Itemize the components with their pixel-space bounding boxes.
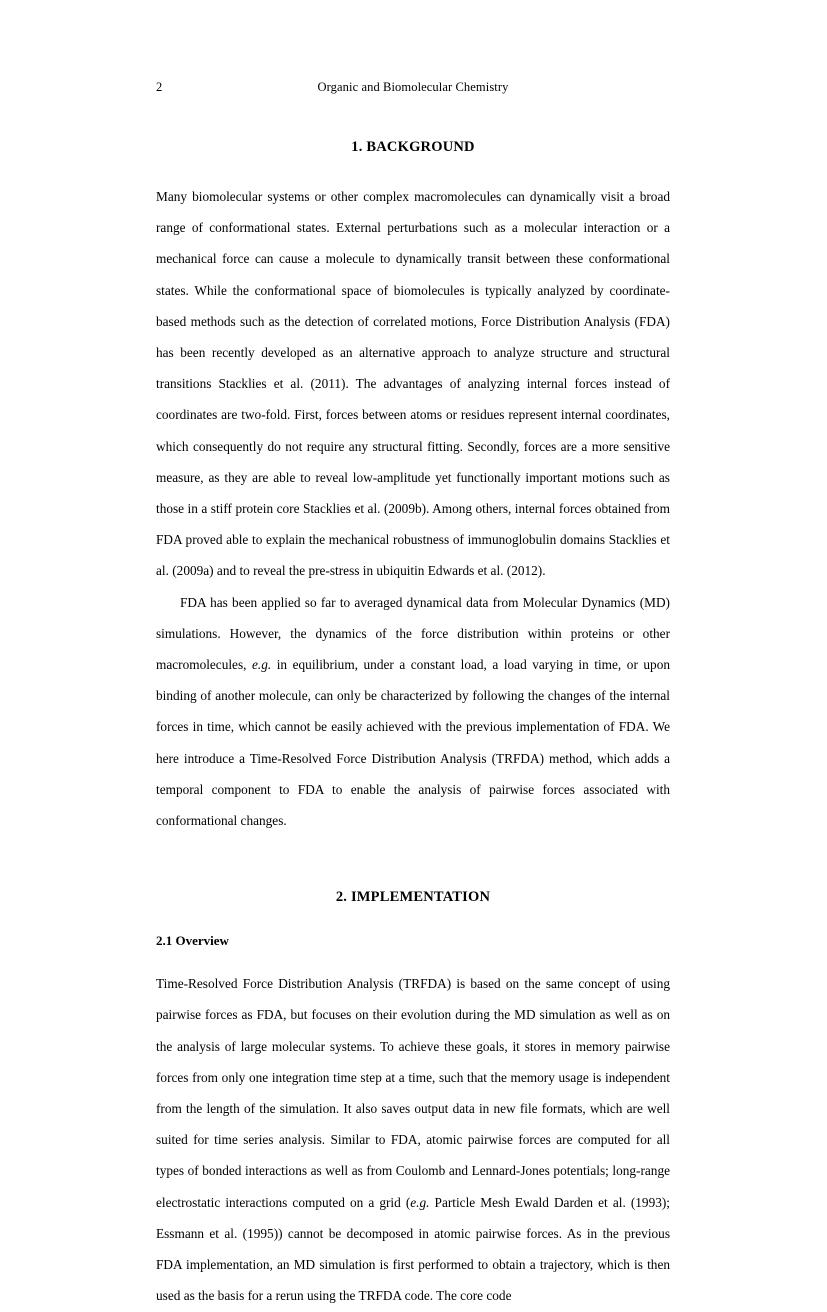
spacer-before-section-1 <box>156 100 670 139</box>
paragraph-background-2-emphasis: e.g. <box>252 657 272 673</box>
spacer-after-section-2 <box>156 906 670 933</box>
paragraph-overview-1-text-b: Particle Mesh Ewald Darden et al. (1993); Essmann et al. (1995)) cannot be decomposed in atomic pairwise forces. As in the previous FDA implementation, an MD simulation is first performed to obtain a trajectory, which is then used as the basis for a rerun using the TRFDA code. The core code <box>156 1194 670 1304</box>
paragraph-background-2-text-b: in equilibrium, under a constant load, a load varying in time, or upon binding of another molecule, can only be characterized by following the changes of the internal forces in time, which cannot be easily achieved with the previous implementation of FDA. We here introduce a Time-Resolved Force Distribution Analysis (TRFDA) method, which adds a temporal component to FDA to enable the analysis of pairwise forces associated with conformational changes. <box>156 657 671 829</box>
paragraph-overview-1-emphasis: e.g. <box>410 1194 430 1210</box>
page-number: 2 <box>156 80 163 94</box>
paragraph-background-2-text-a: FDA has been applied so far to averaged dynamical data from Molecular Dynamics (MD) simulations. However, the dynamics of the force distribution within proteins or other macromolecules, <box>156 594 670 673</box>
spacer-after-section-1 <box>156 156 670 181</box>
paragraph-overview-1 <box>156 968 670 1311</box>
journal-title: Organic and Biomolecular Chemistry <box>317 80 509 94</box>
paragraph-background-1 <box>156 181 670 587</box>
paragraph-background-2 <box>156 587 670 837</box>
paragraph-background-1-text: Many biomolecular systems or other complex macromolecules can dynamically visit a broad range of conformational states. External perturbations such as a molecular interaction or a mechanical force can cause a molecule to dynamically transit between these conformational states. While the conformational space of biomolecules is typically analyzed by coordinate-based methods such as the detection of correlated motions, Force Distribution Analysis (FDA) has been recently developed as an alternative approach to analyze structure and structural transitions Stacklies et al. (2011). The advantages of analyzing internal forces instead of coordinates are two-fold. First, forces between atoms or residues represent internal coordinates, which consequently do not require any structural fitting. Secondly, forces are a more sensitive measure, as they are able to reveal low-amplitude yet functionally important motions such as those in a stiff protein core Stacklies et al. (2009b). Among others, internal forces obtained from FDA proved able to explain the mechanical robustness of immunoglobulin domains Stacklies et al. (2009a) and to reveal the pre-stress in ubiquitin Edwards et al. (2012). <box>156 189 670 579</box>
spacer-before-section-2 <box>156 836 670 889</box>
paragraph-overview-1-text-a: Time-Resolved Force Distribution Analysis (TRFDA) is based on the same concept of using pairwise forces as FDA, but focuses on their evolution during the MD simulation as well as on the analysis of large molecular systems. To achieve these goals, it stores in memory pairwise forces from only one integration time step at a time, such that the memory usage is independent from the length of the simulation. It also saves output data in new file formats, which are well suited for time series analysis. Similar to FDA, atomic pairwise forces are computed for all types of bonded interactions as well as from Coulomb and Lennard-Jones potentials; long-range electrostatic interactions computed on a grid ( <box>156 976 670 1210</box>
subsection-heading-overview: 2.1 Overview <box>156 933 229 949</box>
text-block <box>156 74 670 1312</box>
running-header <box>156 74 670 100</box>
section-heading-background: 1. BACKGROUND <box>351 139 475 155</box>
section-heading-implementation: 2. IMPLEMENTATION <box>335 889 491 906</box>
spacer-after-subsection <box>156 949 670 968</box>
